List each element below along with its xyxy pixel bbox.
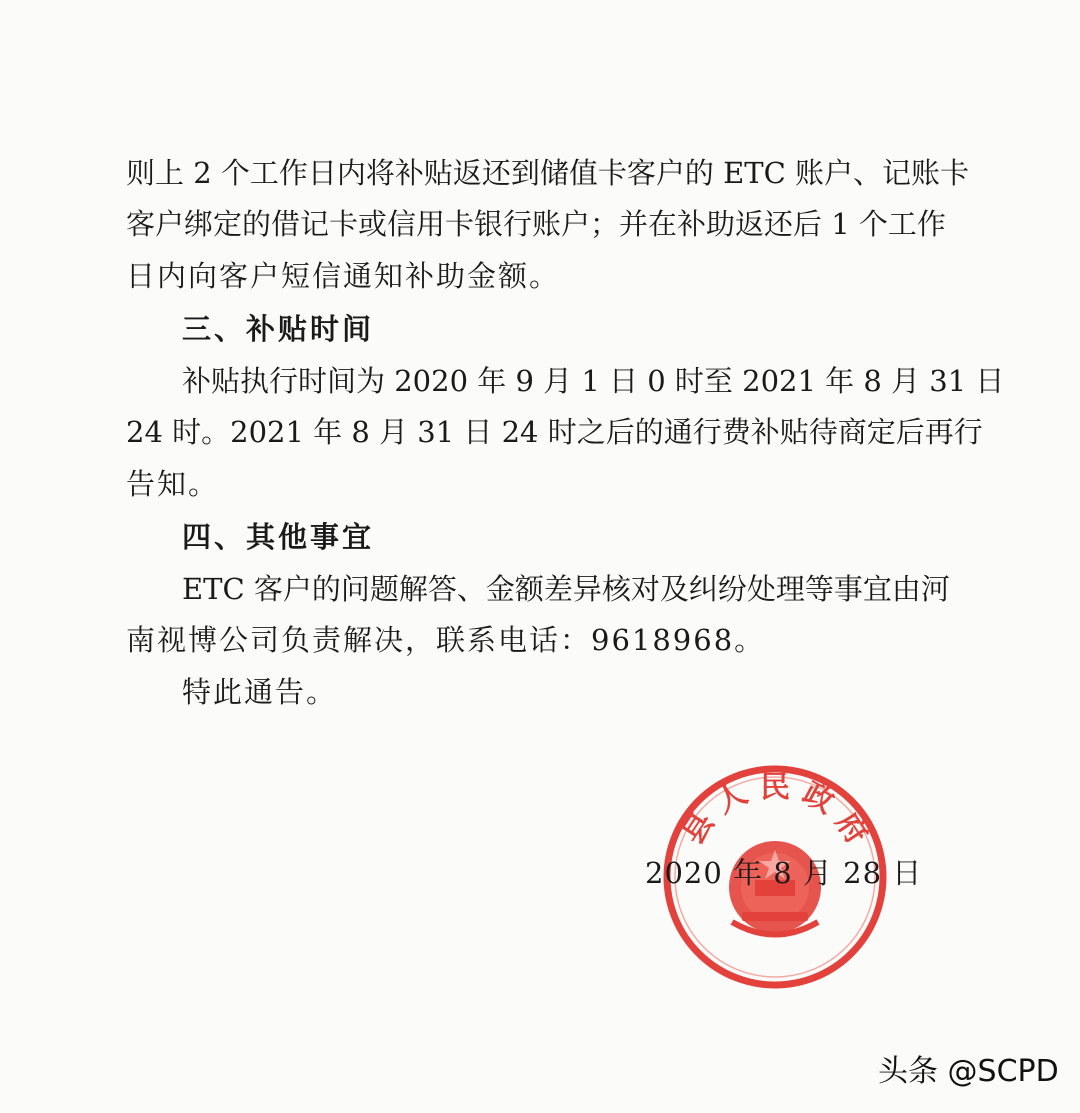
section-heading: 四、其他事宜 [182, 520, 375, 554]
seal-text [676, 770, 875, 851]
paragraph-line: 南视博公司负责解决，联系电话：9618968。 [126, 623, 766, 657]
watermark: 头条 @SCPD [878, 1054, 1059, 1089]
section-heading: 三、补贴时间 [182, 312, 375, 346]
paragraph-line: 日内向客户短信通知补助金额。 [126, 259, 561, 293]
paragraph-line: 告知。 [126, 467, 220, 501]
paragraph-line: ETC 客户的问题解答、金额差异核对及纠纷处理等事宜由河 [182, 572, 950, 606]
closing-line: 特此通告。 [182, 675, 338, 709]
paragraph-line: 则上 2 个工作日内将补贴返还到储值卡客户的 ETC 账户、记账卡 [126, 156, 970, 190]
seal-text-path: 县 人 民 政 府 [675, 769, 875, 851]
document-date: 2020 年 8 月 28 日 [645, 856, 923, 890]
paragraph-line: 补贴执行时间为 2020 年 9 月 1 日 0 时至 2021 年 8 月 31 日 [182, 364, 1005, 398]
paragraph-line: 24 时。2021 年 8 月 31 日 24 时之后的通行费补贴待商定后再行 [126, 415, 983, 449]
paragraph-line: 客户绑定的借记卡或信用卡银行账户；并在补助返还后 1 个工作 [126, 207, 946, 241]
